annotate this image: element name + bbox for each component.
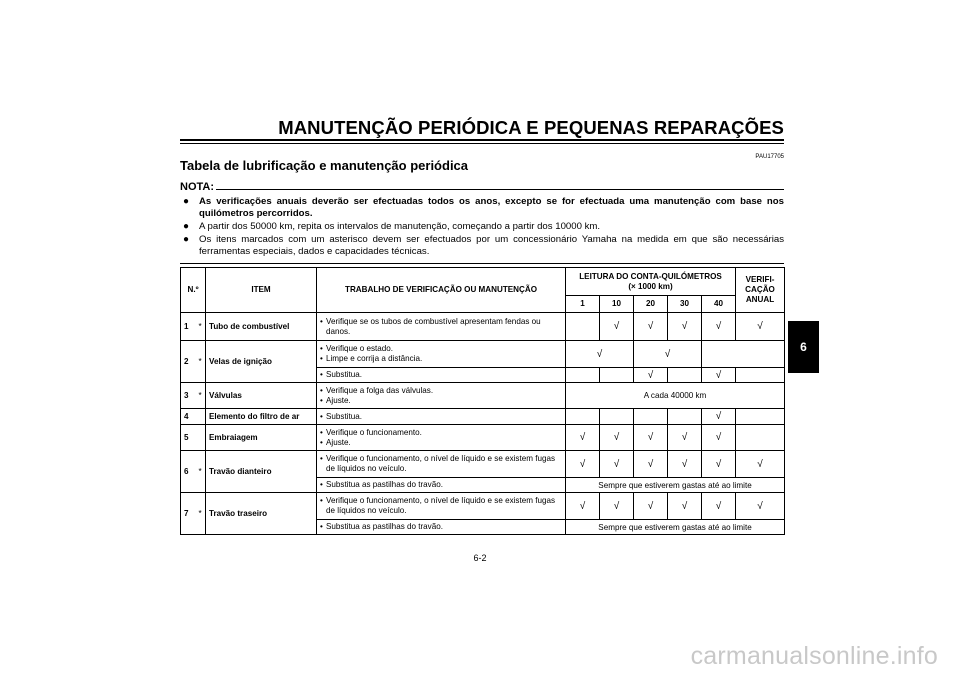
header-km: 40 xyxy=(702,296,736,313)
maintenance-table xyxy=(180,267,785,535)
table-row: • Substitua as pastilhas do travão. Sempre que estiverem gastas até ao limite xyxy=(181,478,785,493)
header-work: TRABALHO DE VERIFICAÇÃO OU MANUTENÇÃO xyxy=(317,268,566,313)
section-code: PAU17705 xyxy=(755,154,784,160)
section-heading: Tabela de lubrificação e manutenção periódica xyxy=(180,158,469,173)
bullet-dot-icon: ● xyxy=(183,221,190,232)
nota-bullets xyxy=(183,196,784,259)
header-km: 1 xyxy=(566,296,600,313)
table-row: 4 Elemento do filtro de ar • Substitua. √ xyxy=(181,409,785,425)
nota-bullet: ● As verificações anuais deverão ser efectuadas todos os anos, excepto se for efectuada uma manutenção com base nos quilómetros percorridos. xyxy=(183,196,784,219)
nota-label: NOTA: xyxy=(180,181,215,193)
bullet-dot-icon: ● xyxy=(183,196,190,207)
nota-bullet: ● A partir dos 50000 km, repita os intervalos de manutenção, começando a partir dos 10000 km. xyxy=(183,221,601,232)
header-num: N.º xyxy=(181,268,206,313)
title-rule-thin xyxy=(180,143,784,144)
table-row: • Substitua as pastilhas do travão. Sempre que estiverem gastas até ao limite xyxy=(181,520,785,535)
header-item: ITEM xyxy=(206,268,317,313)
nota-bullet: ● Os itens marcados com um asterisco devem ser efectuados por um concessionário Yamaha na medida em que são necessárias ferramentas especiais, dados e capacidades técnicas. xyxy=(183,234,784,257)
watermark: carmanualsonline.info xyxy=(690,642,938,670)
page-number: 6-2 xyxy=(473,553,487,563)
header-odometer: LEITURA DO CONTA-QUILÓMETROS (× 1000 km) xyxy=(566,268,736,296)
header-km: 20 xyxy=(634,296,668,313)
table-row: • Substitua. √ √ xyxy=(181,368,785,383)
table-row: 5 Embraiagem • Verifique o funcionamento. • Ajuste. √ √ √ √ √ xyxy=(181,425,785,451)
table-row: 7 * Travão traseiro • Verifique o funcionamento, o nível de líquido e se existem fugas de líquidos no veículo. √ √ √ √ √ √ xyxy=(181,493,785,520)
header-annual: VERIFI- CAÇÃO ANUAL xyxy=(736,268,785,313)
chapter-tab[interactable]: 6 xyxy=(788,321,819,373)
title-rule xyxy=(180,139,784,141)
table-row: 6 * Travão dianteiro • Verifique o funcionamento, o nível de líquido e se existem fugas de líquidos no veículo. √ √ √ √ √ √ xyxy=(181,451,785,478)
nota-rule xyxy=(216,189,784,190)
separator-rule xyxy=(180,263,784,264)
table-row: 2 * Velas de ignição • Verifique o estado. • Limpe e corrija a distância. √ √ xyxy=(181,341,785,368)
header-km: 30 xyxy=(668,296,702,313)
table-row: 1 * Tubo de combustível • Verifique se os tubos de combustível apresentam fendas ou danos. √ √ √ √ √ xyxy=(181,313,785,341)
header-km: 10 xyxy=(600,296,634,313)
page-title: MANUTENÇÃO PERIÓDICA E PEQUENAS REPARAÇÕES xyxy=(278,117,784,138)
table-row: 3 * Válvulas • Verifique a folga das válvulas. • Ajuste. A cada 40000 km xyxy=(181,383,785,409)
bullet-dot-icon: ● xyxy=(183,234,190,245)
